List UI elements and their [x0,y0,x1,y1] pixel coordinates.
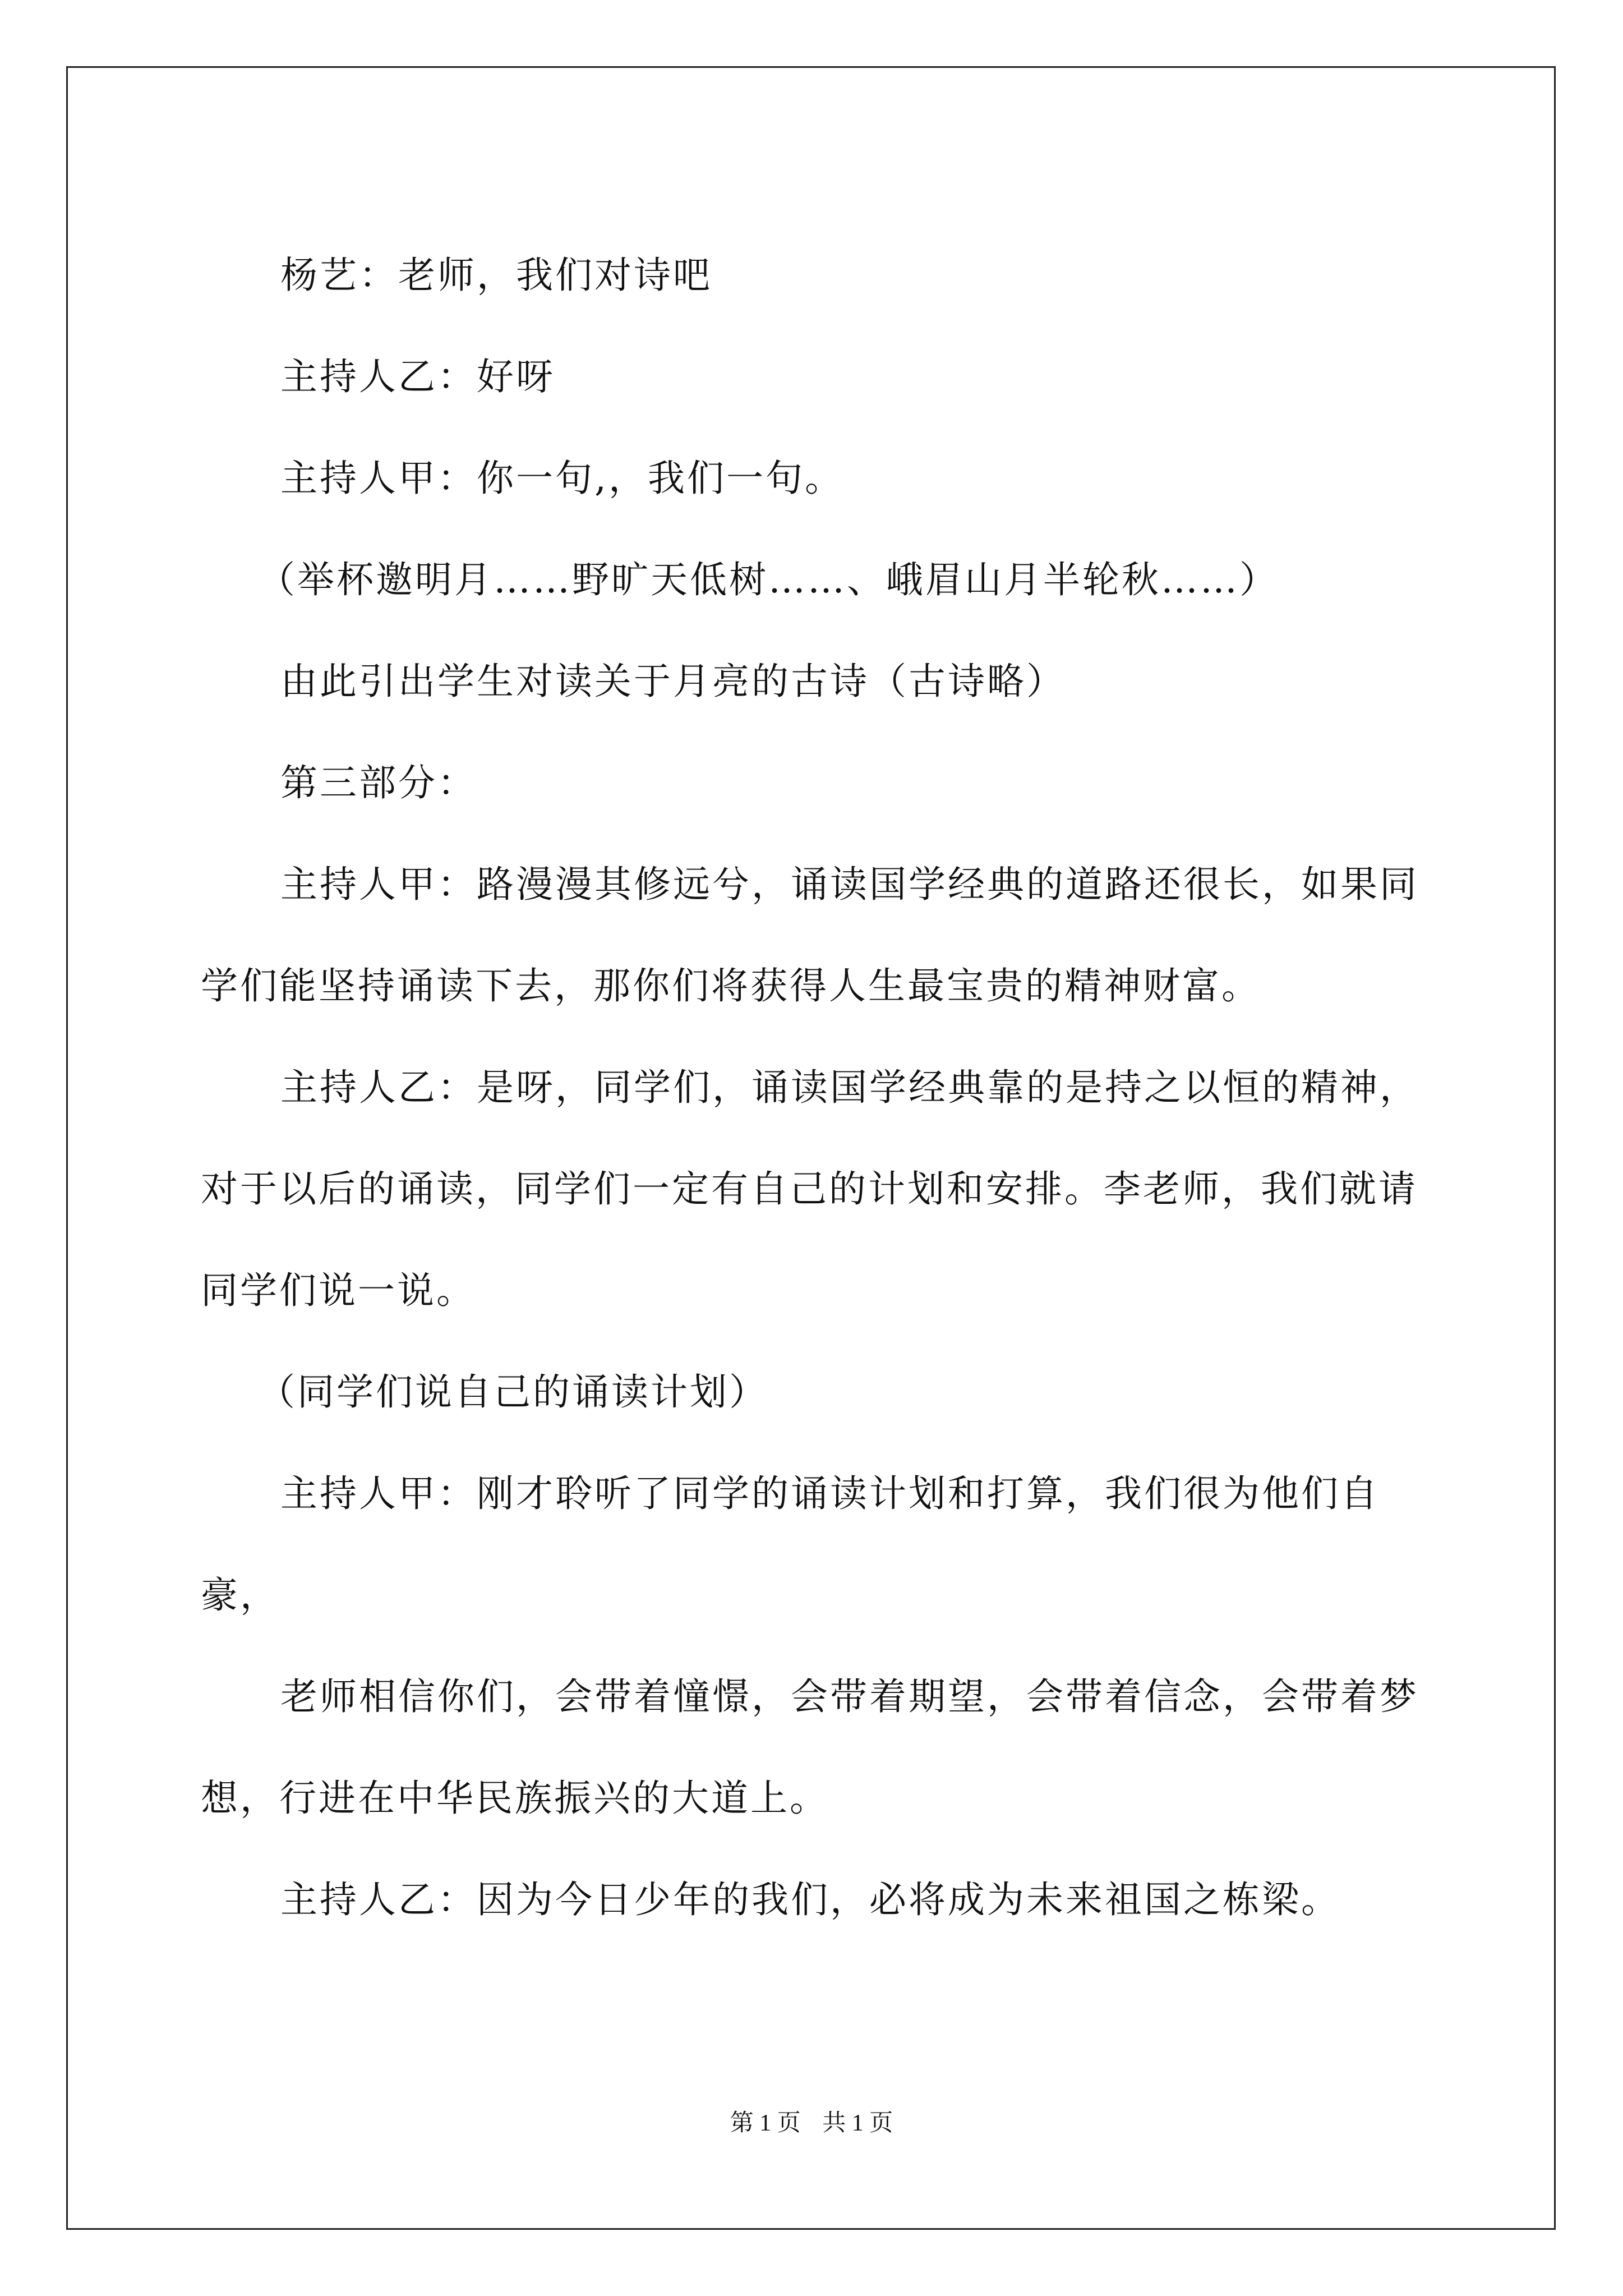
paragraph-9: （同学们说自己的诵读计划） [258,1370,768,1414]
page-total: 共 1 页 [822,2110,893,2136]
paragraph-3: 主持人甲：你一句,，我们一句。 [280,457,844,500]
document-body [201,224,1429,1950]
page-footer [0,2106,1623,2140]
paragraph-8: 主持人乙：是呀，同学们，诵读国学经典靠的是持之以恒的精神，对于以后的诵读，同学们一定有自己的计划和安排。李老师，我们就请同学们说一说。 [201,1066,1419,1312]
paragraph-7: 主持人甲：路漫漫其修远兮，诵读国学经典的道路还很长，如果同学们能坚持诵读下去，那你们将获得人生最宝贵的精神财富。 [201,863,1419,1007]
paragraph-2: 主持人乙：好呀 [280,355,555,398]
paragraph-12: 主持人乙：因为今日少年的我们，必将成为未来祖国之栋梁。 [280,1878,1340,1921]
paragraph-5: 由此引出学生对读关于月亮的古诗（古诗略） [280,660,1066,703]
paragraph-10: 主持人甲：刚才聆听了同学的诵读计划和打算，我们很为他们自豪， [201,1472,1380,1617]
page-number: 第 1 页 [730,2110,801,2136]
paragraph-1: 杨艺：老师，我们对诗吧 [280,254,712,297]
paragraph-4: （举杯邀明月……野旷天低树……、峨眉山月半轮秋……） [258,558,1279,601]
section-heading: 第三部分： [280,761,477,804]
paragraph-11: 老师相信你们，会带着憧憬，会带着期望，会带着信念，会带着梦想，行进在中华民族振兴的大道上。 [201,1675,1419,1820]
